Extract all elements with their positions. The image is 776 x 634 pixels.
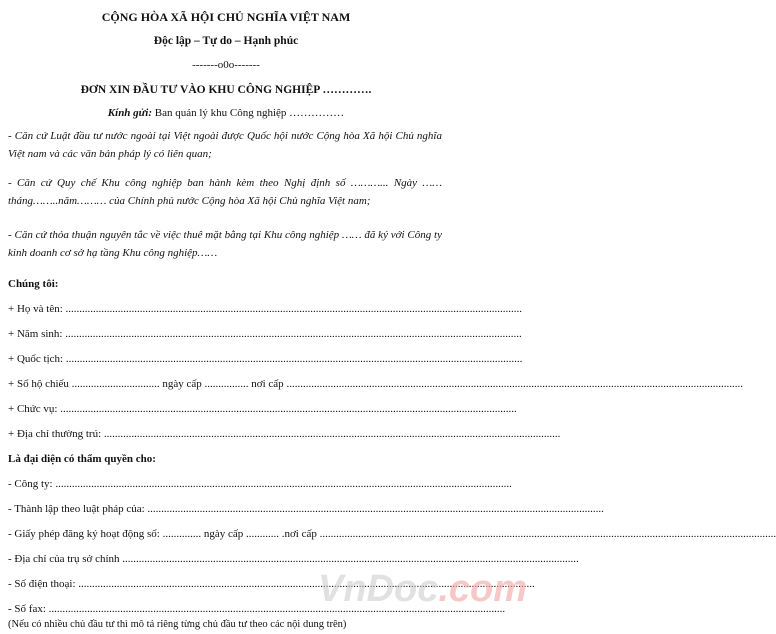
field-position[interactable]: + Chức vụ: ...................................................................................................................................................................... <box>8 403 517 415</box>
field-business-license[interactable]: - Giấy phép đăng ký hoạt động số: .............. ngày cấp ............ .nơi cấp ...................................................................................................................................................................... <box>8 528 776 540</box>
motto: Độc lập – Tự do – Hạnh phúc <box>153 35 299 47</box>
field-full-name[interactable]: + Họ và tên: ...................................................................................................................................................................... <box>8 303 523 315</box>
field-established-under-law[interactable]: - Thành lập theo luật pháp của: ...................................................................................................................................................................... <box>8 503 604 515</box>
basis-regulation: - Căn cứ Quy chế Khu công nghiệp ban hành kèm theo Nghị định số ………... Ngày ……tháng……..năm……… của Chính phủ nước Cộng hòa Xã hội Chủ nghĩa Việt nam; <box>8 177 442 207</box>
field-head-office-address[interactable]: - Địa chỉ của trụ sở chính ...................................................................................................................................................................... <box>8 553 579 565</box>
separator: -------o0o------- <box>192 59 260 71</box>
recipient-line <box>0 106 452 120</box>
field-permanent-address[interactable]: + Địa chỉ thường trú: ...................................................................................................................................................................... <box>8 428 561 440</box>
field-company[interactable]: - Công ty: ...................................................................................................................................................................... <box>8 478 512 490</box>
recipient-label: Kính gửi: <box>107 107 152 119</box>
vndoc-watermark: VnDoc.com <box>318 568 528 610</box>
field-fax[interactable]: - Số fax: ...................................................................................................................................................................... <box>8 603 506 615</box>
basis-agreement: - Căn cứ thỏa thuận nguyên tắc về việc thuê mặt bằng tại Khu công nghiệp …… đã ký với Công ty kinh doanh cơ sở hạ tầng Khu công nghiệp…… <box>8 229 442 259</box>
document-title: ĐƠN XIN ĐẦU TƯ VÀO KHU CÔNG NGHIỆP …………. <box>80 84 372 96</box>
field-passport[interactable]: + Số hộ chiếu ................................ ngày cấp ................ nơi cấp ...................................................................................................................................................................... <box>8 378 743 390</box>
section-representative-heading: Là đại diện có thẩm quyền cho: <box>8 453 156 465</box>
basis-law: - Căn cứ Luật đầu tư nước ngoài tại Việt ngoài được Quốc hội nước Cộng hòa Xã hội Chủ nghĩa Việt nam và các văn bản pháp lý có liên quan; <box>8 130 442 160</box>
recipient-value: Ban quản lý khu Công nghiệp …………… <box>152 107 345 119</box>
note-multiple-investors: (Nếu có nhiều chủ đầu tư thì mô tả riêng từng chủ đầu tư theo các nội dung trên) <box>8 619 347 630</box>
section-we-heading: Chúng tôi: <box>8 278 59 290</box>
country-header: CỘNG HÒA XÃ HỘI CHỦ NGHĨA VIỆT NAM <box>101 10 351 24</box>
field-phone[interactable]: - Số điện thoại: ...................................................................................................................................................................... <box>8 578 535 590</box>
field-birth-year[interactable]: + Năm sinh: ...................................................................................................................................................................... <box>8 328 522 340</box>
field-nationality[interactable]: + Quốc tịch: ...................................................................................................................................................................... <box>8 353 523 365</box>
